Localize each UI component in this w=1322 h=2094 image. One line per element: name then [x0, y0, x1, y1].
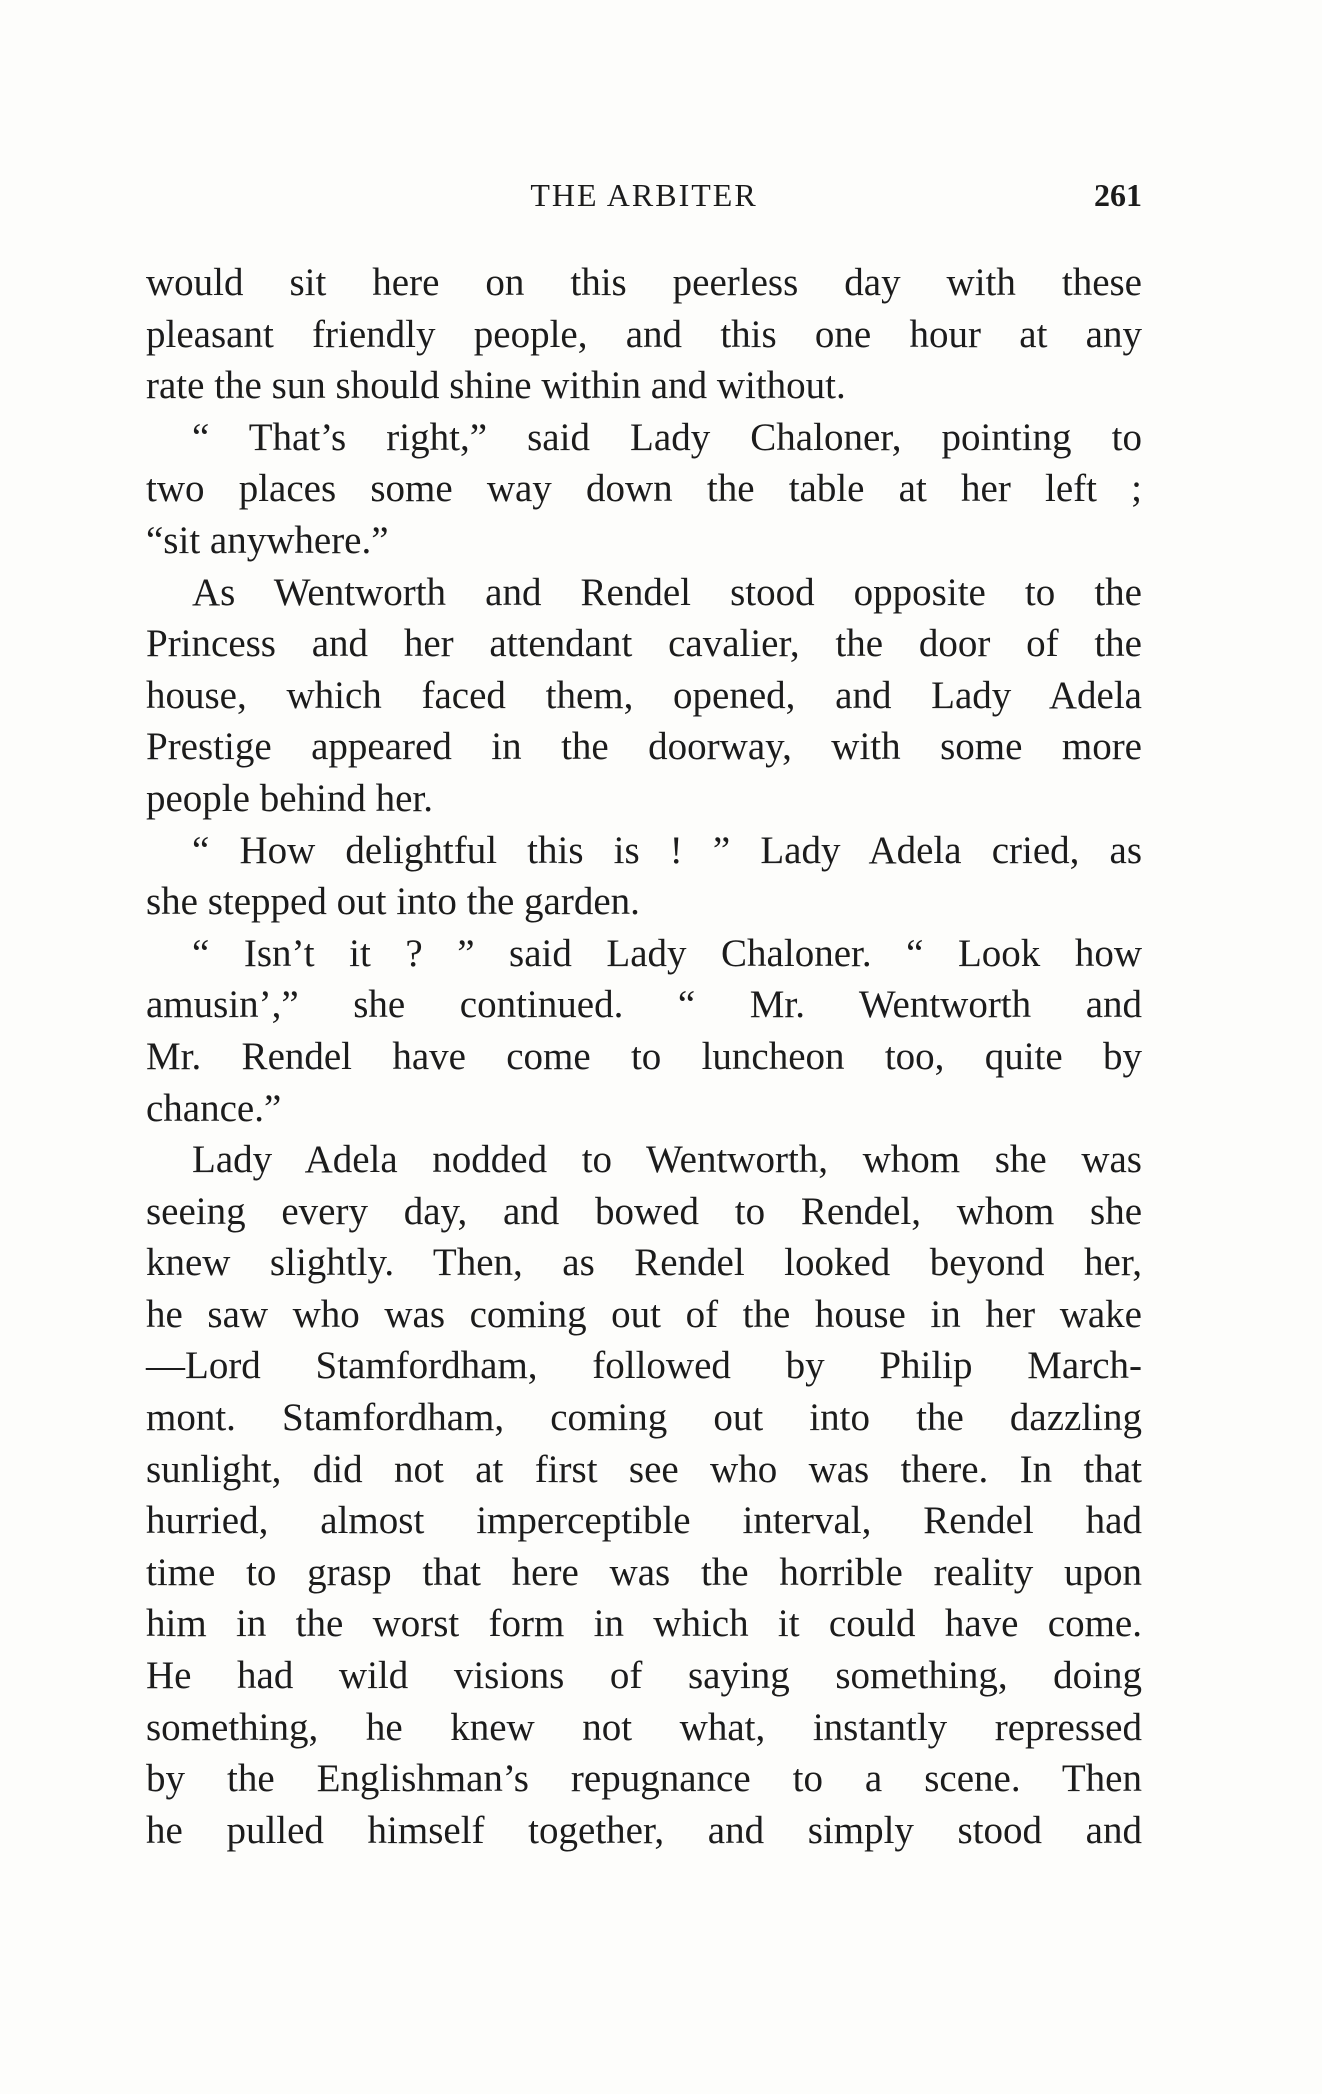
- text-line: He had wild visions of saying something, doing: [146, 1654, 1142, 1698]
- running-head: [146, 172, 1142, 218]
- text-line: amusin’,” she continued. “ Mr. Wentworth and: [146, 983, 1142, 1027]
- text-line: rate the sun should shine within and without.: [146, 364, 846, 408]
- text-line: mont. Stamfordham, coming out into the dazzling: [146, 1396, 1142, 1440]
- text-line: two places some way down the table at her left ;: [146, 467, 1142, 511]
- text-line: Mr. Rendel have come to luncheon too, quite by: [146, 1034, 1142, 1078]
- text-line: seeing every day, and bowed to Rendel, whom she: [146, 1189, 1142, 1233]
- text-line: by the Englishman’s repugnance to a scene. Then: [146, 1757, 1142, 1801]
- text-line: hurried, almost imperceptible interval, Rendel had: [146, 1499, 1142, 1543]
- running-title: THE ARBITER: [530, 177, 758, 213]
- text-line: something, he knew not what, instantly repressed: [146, 1705, 1142, 1749]
- text-line: —Lord Stamfordham, followed by Philip March-: [146, 1344, 1142, 1388]
- text-line: chance.”: [146, 1086, 282, 1130]
- text-line: “sit anywhere.”: [146, 518, 389, 562]
- text-line: knew slightly. Then, as Rendel looked beyond her,: [146, 1241, 1142, 1285]
- text-line: would sit here on this peerless day with these: [146, 261, 1142, 304]
- text-line: time to grasp that here was the horrible reality upon: [146, 1550, 1142, 1594]
- text-line: people behind her.: [146, 776, 433, 820]
- text-line: Princess and her attendant cavalier, the door of the: [146, 622, 1142, 666]
- text-line: “ That’s right,” said Lady Chaloner, pointing to: [192, 415, 1142, 459]
- text-line: him in the worst form in which it could have come.: [146, 1602, 1142, 1646]
- text-line: he pulled himself together, and simply stood and: [146, 1808, 1142, 1852]
- text-line: she stepped out into the garden.: [146, 880, 640, 924]
- text-line: he saw who was coming out of the house in her wake: [146, 1292, 1142, 1336]
- page-number: 261: [1094, 177, 1142, 213]
- text-line: pleasant friendly people, and this one hour at any: [146, 312, 1142, 356]
- text-line: As Wentworth and Rendel stood opposite to the: [192, 570, 1142, 614]
- text-line: Lady Adela nodded to Wentworth, whom she was: [192, 1138, 1142, 1182]
- text-line: “ How delightful this is ! ” Lady Adela cried, as: [192, 828, 1142, 872]
- text-line: “ Isn’t it ? ” said Lady Chaloner. “ Look how: [192, 931, 1142, 975]
- body-text: [146, 257, 1142, 1856]
- text-line: Prestige appeared in the doorway, with some more: [146, 725, 1142, 769]
- text-line: sunlight, did not at first see who was there. In that: [146, 1447, 1142, 1491]
- text-line: house, which faced them, opened, and Lady Adela: [146, 673, 1142, 717]
